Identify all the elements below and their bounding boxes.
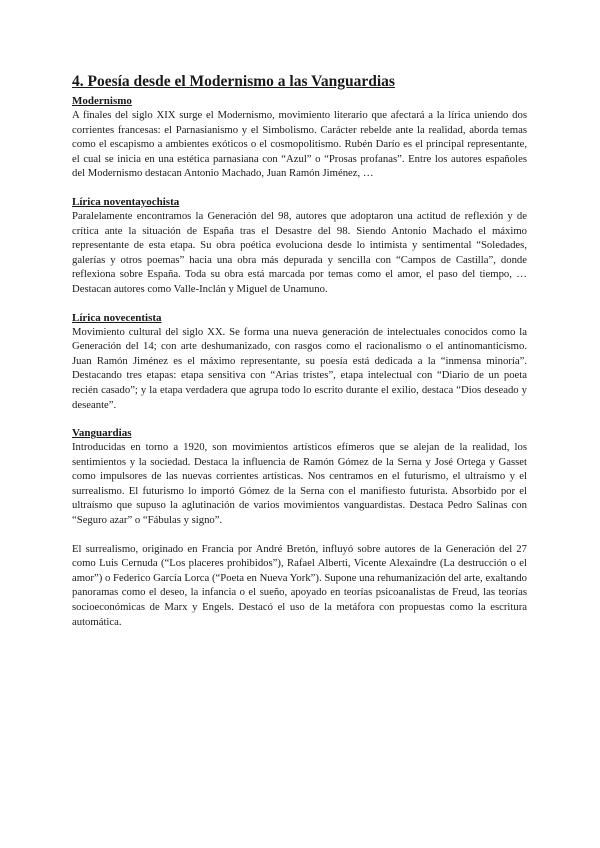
section-gap [72,181,527,195]
section-gap [72,297,527,311]
section-heading-vanguardias: Vanguardias [72,427,132,440]
section-lirica-novecentista [72,311,527,413]
section-heading-noventayochista: Lírica noventayochista [72,195,180,208]
paragraph-noventayochista: Paralelamente encontramos la Generación del 98, autores que adoptaron una actitud de reflexión y de crítica ante la situación de España tras el Desastre del 98. Siendo Antonio Machado el máximo representante de esta etapa. Su obra poética evoluciona desde lo intimista y sentimental “Soledades, galerías y otros poemas” hacia una obra más depurada y sencilla con “Campos de Castilla”, donde reflexiona sobre España. Toda su obra está marcada por temas como el amor, el paso del tiempo, … Destacan autores como Valle-Inclán y Miguel de Unamuno. [72,209,527,295]
paragraph-surrealismo: El surrealismo, originado en Francia por André Bretón, influyó sobre autores de la Generación del 27 como Luis Cernuda (“Los placeres prohibidos”), Rafael Alberti, Vicente Alexaindre (La destrucción o el amor”) o Federico García Lorca (“Poeta en Nueva York”). Supone una rehumanización del arte, exaltando panoramas como el deseo, la infancia o el sueño, apoyado en teorías psicoanalistas de Freud, las teorías socioeconómicas de Marx y Engels. Destacó el uso de la metáfora con propuestas como la escritura automática. [72,542,527,628]
section-vanguardias [72,426,527,629]
section-modernismo [72,94,527,181]
page-title: 4. Poesía desde el Modernismo a las Vanguardias [72,73,395,90]
paragraph-novecentista: Movimiento cultural del siglo XX. Se forma una nueva generación de intelectuales conocidos como la Generación del 14; con arte deshumanizado, con rasgos como el racionalismo o el antinomanticismo. Juan Ramón Jiménez es el máximo representante, su poesía está dedicada a la “inmensa minoría”. Destacando tres etapas: etapa sensitiva con “Arias tristes”, etapa intelectual con “Diario de un poeta recién casado”; y la etapa verdadera que agrupa todo lo escrito durante el exilio, destaca “Dios deseado y deseante”. [72,325,527,411]
section-lirica-noventayochista [72,195,527,297]
section-heading-modernismo: Modernismo [72,95,132,107]
section-gap [72,412,527,426]
paragraph-modernismo: A finales del siglo XIX surge el Modernismo, movimiento literario que afectará a la lírica uniendo dos corrientes francesas: el Parnasianismo y el Simbolismo. Carácter rebelde ante la realidad, aborda temas como el escapismo a ambientes exóticos o el cosmopolitismo. Rubén Darío es el principal representante, el cual se inicia en una estética parnasiana con “Azul” o “Prosas profanas”. Entre los autores españoles del Modernismo destacan Antonio Machado, Juan Ramón Jiménez, … [72,109,527,180]
paragraph-gap [72,528,527,542]
document-page [72,72,527,629]
section-heading-novecentista: Lírica novecentista [72,311,162,324]
paragraph-vanguardias-intro: Introducidas en torno a 1920, son movimientos artísticos efímeros que se alejan de la realidad, los sentimientos y la sociedad. Destaca la influencia de Ramón Gómez de la Serna y José Ortega y Gasset como impulsores de las nuevas corrientes artísticas. Nos centramos en el futurismo, el ultraísmo y el surrealismo. El futurismo lo importó Gómez de la Serna con el manifiesto futurista. Absorbido por el ultraísmo que supuso la aglutinación de varios movimientos vanguardistas. Destaca Pedro Salinas con “Seguro azar” o “Fábulas y signo”. [72,441,527,527]
